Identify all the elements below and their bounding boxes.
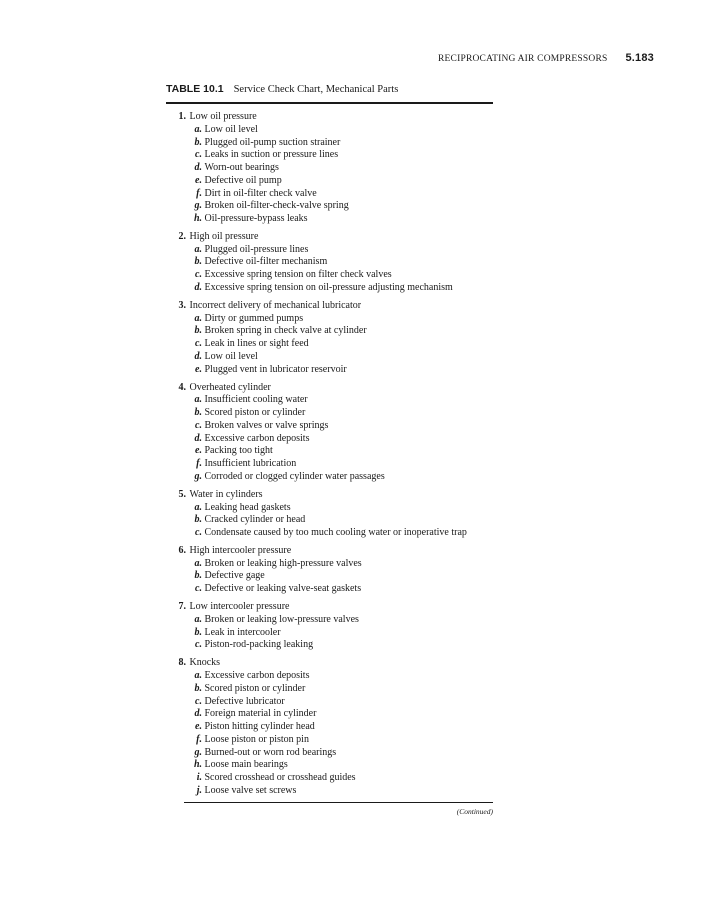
- check-item: [166, 558, 506, 571]
- table-bottom-rule: [184, 802, 493, 803]
- check-item: [166, 514, 506, 527]
- item-text: Cracked cylinder or head: [204, 514, 306, 526]
- check-group-heading: [166, 545, 506, 558]
- item-text: Broken or leaking low-pressure valves: [204, 613, 359, 625]
- item-text: Plugged oil-pressure lines: [204, 243, 309, 255]
- check-group: [166, 111, 506, 226]
- item-letter: c.: [195, 149, 202, 161]
- check-item: [166, 583, 506, 596]
- check-group: [166, 545, 506, 596]
- item-text: Excessive carbon deposits: [204, 670, 310, 682]
- check-group-heading: [166, 231, 506, 244]
- item-text: Scored piston or cylinder: [204, 407, 306, 419]
- item-letter: c.: [195, 419, 202, 431]
- check-group: [166, 657, 506, 797]
- check-item: [166, 137, 506, 150]
- check-item: [166, 149, 506, 162]
- item-letter: g.: [194, 746, 202, 758]
- page-number: 5.183: [625, 52, 654, 64]
- item-letter: j.: [196, 784, 202, 796]
- item-letter: f.: [196, 458, 202, 470]
- group-number: 7.: [178, 601, 186, 613]
- check-item: [166, 627, 506, 640]
- group-label: High intercooler pressure: [189, 544, 292, 556]
- item-text: Defective gage: [204, 570, 265, 582]
- table-caption: [166, 83, 398, 95]
- item-letter: a.: [194, 123, 202, 135]
- item-letter: d.: [194, 162, 202, 173]
- item-text: Insufficient cooling water: [204, 394, 308, 406]
- item-text: Low oil level: [204, 350, 258, 362]
- item-text: Leaks in suction or pressure lines: [204, 149, 339, 161]
- check-item: [166, 721, 506, 734]
- check-item: [166, 162, 506, 175]
- group-number: 3.: [178, 299, 186, 311]
- item-text: Corroded or clogged cylinder water passages: [204, 470, 385, 482]
- check-item: [166, 188, 506, 201]
- item-text: Leaking head gaskets: [204, 501, 291, 513]
- running-head: [438, 52, 654, 64]
- item-text: Dirt in oil-filter check valve: [204, 187, 317, 199]
- item-letter: a.: [194, 501, 202, 513]
- item-text: Broken oil-filter-check-valve spring: [204, 200, 349, 212]
- item-letter: g.: [194, 200, 202, 212]
- item-text: Scored crosshead or crosshead guides: [204, 772, 356, 784]
- item-letter: b.: [194, 136, 202, 148]
- item-letter: i.: [196, 772, 202, 784]
- item-letter: g.: [194, 470, 202, 482]
- service-check-list: [166, 111, 506, 803]
- group-label: Low intercooler pressure: [189, 601, 290, 613]
- item-text: Dirty or gummed pumps: [204, 312, 304, 324]
- check-item: [166, 527, 506, 540]
- item-letter: c.: [195, 269, 202, 281]
- check-group-heading: [166, 300, 506, 313]
- check-item: [166, 445, 506, 458]
- item-text: Plugged vent in lubricator reservoir: [204, 363, 347, 375]
- table-label: TABLE 10.1: [166, 83, 224, 95]
- check-item: [166, 213, 506, 226]
- group-number: 8.: [178, 657, 186, 669]
- item-text: Excessive spring tension on filter check valves: [204, 269, 392, 281]
- group-label: High oil pressure: [189, 230, 259, 242]
- item-letter: c.: [195, 338, 202, 350]
- check-item: [166, 364, 506, 377]
- item-letter: b.: [194, 514, 202, 526]
- item-letter: f.: [196, 733, 202, 745]
- item-text: Leak in intercooler: [204, 626, 281, 638]
- check-group-heading: [166, 601, 506, 614]
- item-text: Loose valve set screws: [204, 784, 297, 796]
- check-item: [166, 338, 506, 351]
- item-text: Foreign material in cylinder: [204, 708, 317, 720]
- item-text: Packing too tight: [204, 445, 273, 457]
- check-group-heading: [166, 382, 506, 395]
- item-text: Defective oil pump: [204, 174, 282, 186]
- group-label: Incorrect delivery of mechanical lubricator: [189, 299, 362, 311]
- item-letter: d.: [194, 350, 202, 362]
- continued-note: (Continued): [456, 807, 493, 816]
- item-text: Worn-out bearings: [204, 162, 279, 173]
- item-letter: e.: [195, 363, 202, 375]
- item-text: Loose piston or piston pin: [204, 733, 309, 745]
- item-letter: b.: [194, 256, 202, 268]
- check-item: [166, 269, 506, 282]
- item-text: Piston-rod-packing leaking: [204, 639, 314, 651]
- item-letter: d.: [194, 281, 202, 293]
- check-item: [166, 471, 506, 484]
- check-item: [166, 407, 506, 420]
- check-group-heading: [166, 111, 506, 124]
- check-item: [166, 458, 506, 471]
- check-item: [166, 747, 506, 760]
- check-group: [166, 382, 506, 484]
- check-item: [166, 772, 506, 785]
- item-text: Excessive carbon deposits: [204, 432, 310, 444]
- check-item: [166, 570, 506, 583]
- group-number: 1.: [178, 111, 186, 122]
- check-group: [166, 489, 506, 540]
- item-text: Defective or leaking valve-seat gaskets: [204, 583, 362, 595]
- item-letter: b.: [194, 626, 202, 638]
- item-text: Plugged oil-pump suction strainer: [204, 136, 341, 148]
- check-group: [166, 231, 506, 295]
- item-letter: h.: [193, 759, 202, 771]
- check-item: [166, 313, 506, 326]
- check-item: [166, 670, 506, 683]
- group-number: 4.: [178, 381, 186, 393]
- item-text: Excessive spring tension on oil-pressure adjusting mechanism: [204, 281, 453, 293]
- check-item: [166, 759, 506, 772]
- item-letter: a.: [194, 243, 202, 255]
- item-text: Defective lubricator: [204, 695, 285, 707]
- check-item: [166, 639, 506, 652]
- group-number: 5.: [178, 488, 186, 500]
- item-letter: a.: [194, 670, 202, 682]
- item-letter: c.: [195, 527, 202, 538]
- item-letter: f.: [196, 187, 202, 199]
- table-top-rule: [166, 102, 493, 104]
- check-item: [166, 394, 506, 407]
- check-item: [166, 200, 506, 213]
- item-text: Broken or leaking high-pressure valves: [204, 557, 362, 569]
- check-item: [166, 683, 506, 696]
- item-letter: b.: [194, 682, 202, 694]
- check-item: [166, 282, 506, 295]
- item-letter: e.: [195, 445, 202, 457]
- item-text: Defective oil-filter mechanism: [204, 256, 328, 268]
- check-item: [166, 708, 506, 721]
- check-item: [166, 502, 506, 515]
- item-letter: e.: [195, 721, 202, 733]
- item-letter: d.: [194, 708, 202, 720]
- check-group-heading: [166, 489, 506, 502]
- check-item: [166, 614, 506, 627]
- check-item: [166, 696, 506, 709]
- check-item: [166, 256, 506, 269]
- check-item: [166, 325, 506, 338]
- item-letter: c.: [195, 639, 202, 651]
- item-text: Piston hitting cylinder head: [204, 721, 315, 733]
- item-text: Low oil level: [204, 123, 258, 135]
- check-group: [166, 300, 506, 377]
- item-letter: a.: [194, 613, 202, 625]
- item-letter: c.: [195, 695, 202, 707]
- item-text: Insufficient lubrication: [204, 458, 297, 470]
- item-letter: b.: [194, 570, 202, 582]
- check-item: [166, 175, 506, 188]
- table-title: Service Check Chart, Mechanical Parts: [233, 84, 399, 95]
- check-item: [166, 433, 506, 446]
- check-item: [166, 124, 506, 137]
- check-item: [166, 244, 506, 257]
- item-letter: h.: [193, 213, 202, 224]
- item-text: Loose main bearings: [204, 759, 288, 771]
- item-letter: a.: [194, 312, 202, 324]
- check-item: [166, 420, 506, 433]
- group-label: Knocks: [189, 657, 221, 669]
- check-item: [166, 785, 506, 798]
- group-label: Water in cylinders: [189, 488, 263, 500]
- running-head-title: RECIPROCATING AIR COMPRESSORS: [438, 54, 608, 64]
- item-letter: a.: [194, 394, 202, 406]
- item-text: Broken spring in check valve at cylinder: [204, 325, 367, 337]
- check-item: [166, 734, 506, 747]
- item-letter: b.: [194, 325, 202, 337]
- group-label: Low oil pressure: [189, 111, 257, 122]
- item-text: Leak in lines or sight feed: [204, 338, 309, 350]
- group-number: 2.: [178, 230, 186, 242]
- item-letter: c.: [195, 583, 202, 595]
- item-text: Scored piston or cylinder: [204, 682, 306, 694]
- group-number: 6.: [178, 544, 186, 556]
- check-item: [166, 351, 506, 364]
- item-letter: d.: [194, 432, 202, 444]
- check-group: [166, 601, 506, 652]
- item-letter: b.: [194, 407, 202, 419]
- item-letter: a.: [194, 557, 202, 569]
- item-text: Oil-pressure-bypass leaks: [204, 213, 308, 224]
- item-text: Broken valves or valve springs: [204, 419, 329, 431]
- item-text: Condensate caused by too much cooling water or inoperative trap: [204, 527, 467, 538]
- check-group-heading: [166, 657, 506, 670]
- item-letter: e.: [195, 174, 202, 186]
- group-label: Overheated cylinder: [189, 381, 271, 393]
- item-text: Burned-out or worn rod bearings: [204, 746, 337, 758]
